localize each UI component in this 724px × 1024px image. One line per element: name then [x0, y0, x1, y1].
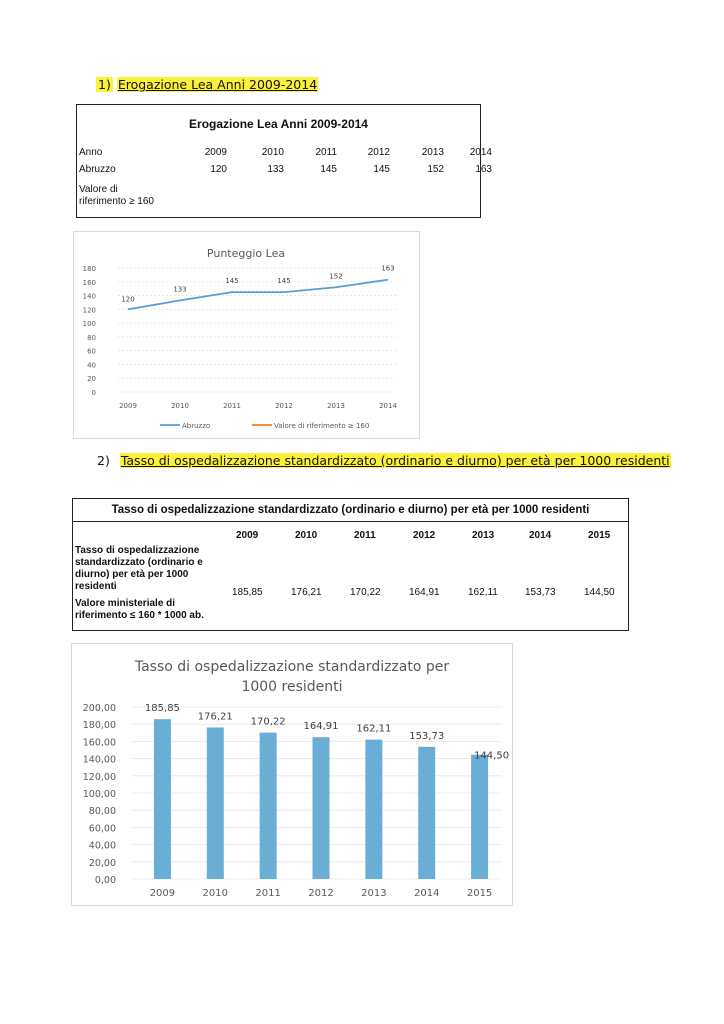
lea-table-row-label: Abruzzo	[79, 164, 116, 175]
bar-x-tick-2011: 2011	[255, 888, 281, 899]
line-y-tick-0: 0	[91, 389, 96, 397]
hospitalization-table-year-2011: 2011	[354, 530, 376, 541]
lea-table-year-2013: 2013	[421, 147, 444, 158]
bar-y-tick-180,00: 180,00	[82, 720, 116, 732]
bar-2011	[260, 733, 277, 879]
lea-table-year-2011: 2011	[315, 147, 337, 158]
hospitalization-table-year-2014: 2014	[529, 530, 552, 541]
bar-x-tick-2015: 2015	[466, 888, 493, 899]
line-y-tick-160: 160	[82, 278, 96, 287]
lea-table-header-label: Anno	[79, 147, 103, 158]
bar-2015	[471, 755, 488, 879]
line-y-tick-60: 60	[87, 347, 96, 356]
line-y-tick-80: 80	[87, 333, 96, 342]
lea-table-year-2014: 2014	[469, 147, 492, 158]
hospitalization-row-label-2: standardizzato (ordinario e	[75, 557, 203, 568]
bar-y-tick-40,00: 40,00	[88, 840, 116, 852]
hospitalization-table-year-2013: 2013	[472, 530, 495, 541]
lea-table-year-2010: 2010	[261, 147, 284, 158]
lea-chart-title: Punteggio Lea	[206, 247, 286, 260]
line-y-tick-40: 40	[87, 361, 96, 370]
bar-chart-title-line2: 1000 residenti	[241, 679, 343, 695]
bar-data-label-2010: 176,21	[197, 711, 233, 723]
hospitalization-table-value-2015: 144,50	[584, 587, 615, 598]
line-x-tick-2013: 2013	[327, 402, 345, 410]
hospitalization-table-value-2010: 176,21	[291, 587, 322, 598]
section2-number: 2)	[97, 453, 110, 468]
bar-y-tick-200,00: 200,00	[82, 703, 116, 714]
section1-title: Erogazione Lea Anni 2009-2014	[117, 77, 318, 92]
line-y-tick-140: 140	[82, 292, 96, 301]
hospitalization-table-year-2015: 2015	[588, 530, 611, 541]
bar-data-label-2011: 170,22	[250, 716, 286, 728]
hospitalization-table-year-2010: 2010	[295, 530, 318, 541]
hospitalization-bar-chart	[71, 643, 513, 906]
line-data-label-2009: 120	[121, 295, 135, 304]
lea-table-value-2009: 120	[210, 164, 227, 175]
bar-2013	[365, 740, 382, 879]
bar-2010	[207, 727, 224, 879]
hospitalization-table-title: Tasso di ospedalizzazione standardizzato (ordinario e diurno) per età per 1000 residenti	[73, 499, 628, 522]
line-data-label-2010: 133	[173, 285, 187, 294]
bar-y-tick-80,00: 80,00	[88, 806, 116, 818]
bar-data-label-2015: 144,50	[474, 750, 510, 762]
bar-y-tick-120,00: 120,00	[82, 771, 116, 783]
line-y-tick-100: 100	[82, 320, 96, 329]
hospitalization-table-year-2012: 2012	[413, 530, 436, 541]
bar-2012	[313, 737, 330, 879]
lea-line-chart-svg	[74, 232, 419, 438]
bar-2009	[154, 719, 171, 879]
lea-table	[76, 104, 492, 218]
bar-y-tick-160,00: 160,00	[82, 737, 116, 749]
bar-x-tick-2009: 2009	[149, 888, 176, 899]
bar-data-label-2009: 185,85	[144, 703, 180, 715]
legend-abruzzo-label: Abruzzo	[182, 422, 211, 430]
lea-chart-legend	[160, 422, 369, 430]
lea-table-value-2011: 145	[320, 164, 337, 175]
bar-data-label-2012: 164,91	[303, 721, 339, 733]
lea-table-value-2012: 145	[373, 164, 390, 175]
bar-x-tick-2012: 2012	[308, 888, 334, 899]
bar-y-tick-0,00: 0,00	[94, 875, 116, 886]
line-x-tick-2011: 2011	[223, 402, 241, 410]
hospitalization-row-label-1: Tasso di ospedalizzazione	[75, 545, 200, 556]
hospitalization-table-value-2013: 162,11	[468, 587, 498, 598]
hospitalization-table	[72, 498, 629, 631]
lea-table-reference-label-2: riferimento ≥ 160	[79, 196, 154, 207]
bar-2014	[418, 747, 435, 879]
line-data-label-2011: 145	[225, 277, 239, 286]
bar-x-tick-2014: 2014	[413, 888, 440, 899]
bar-data-label-2013: 162,11	[356, 723, 392, 735]
bar-data-label-2014: 153,73	[409, 730, 445, 742]
lea-table-year-2012: 2012	[367, 147, 390, 158]
lea-table-value-2013: 152	[427, 164, 444, 175]
line-x-tick-2012: 2012	[275, 402, 293, 410]
legend-reference-label: Valore di riferimento ≥ 160	[274, 422, 370, 430]
lea-line-chart	[73, 231, 420, 439]
lea-table-value-2010: 133	[267, 164, 284, 175]
abruzzo-series-line	[128, 280, 388, 310]
section2-heading	[97, 453, 671, 468]
line-x-tick-2014: 2014	[379, 402, 397, 410]
line-y-tick-120: 120	[82, 306, 96, 315]
hospitalization-table-value-2012: 164,91	[409, 587, 440, 598]
lea-table-value-2014: 163	[475, 164, 492, 175]
line-data-label-2012: 145	[277, 277, 291, 286]
hospitalization-row-label-4: residenti	[75, 581, 117, 592]
bar-y-tick-100,00: 100,00	[82, 789, 116, 800]
line-data-label-2014: 163	[381, 264, 395, 273]
line-x-tick-2010: 2010	[171, 402, 189, 410]
hospitalization-table-value-2011: 170,22	[350, 587, 381, 598]
hospitalization-reference-label-2: riferimento ≤ 160 * 1000 ab.	[75, 610, 204, 621]
bar-y-tick-140,00: 140,00	[82, 754, 116, 766]
bar-x-tick-2013: 2013	[361, 888, 387, 899]
section1-heading	[96, 77, 318, 92]
hospitalization-table-value-2009: 185,85	[232, 587, 263, 598]
hospitalization-bar-chart-svg	[72, 644, 512, 905]
lea-table-title: Erogazione Lea Anni 2009-2014	[189, 117, 368, 131]
hospitalization-table-year-2009: 2009	[236, 530, 259, 541]
bar-y-tick-60,00: 60,00	[88, 823, 116, 835]
line-y-tick-180: 180	[82, 265, 96, 273]
section1-number: 1)	[98, 77, 111, 92]
bar-x-tick-2010: 2010	[202, 888, 229, 899]
line-data-label-2013: 152	[329, 272, 343, 281]
bar-chart-title-line1: Tasso di ospedalizzazione standardizzato per	[134, 659, 450, 675]
line-y-tick-20: 20	[87, 375, 96, 384]
hospitalization-reference-label-1: Valore ministeriale di	[75, 598, 176, 609]
lea-table-reference-label-1: Valore di	[79, 184, 118, 195]
hospitalization-row-label-3: diurno) per età per 1000	[75, 569, 189, 580]
bar-y-tick-20,00: 20,00	[88, 857, 116, 869]
hospitalization-table-value-2014: 153,73	[525, 587, 556, 598]
line-x-tick-2009: 2009	[119, 402, 137, 410]
lea-table-year-2009: 2009	[204, 147, 227, 158]
section2-title: Tasso di ospedalizzazione standardizzato (ordinario e diurno) per età per 1000 residenti	[120, 453, 670, 468]
